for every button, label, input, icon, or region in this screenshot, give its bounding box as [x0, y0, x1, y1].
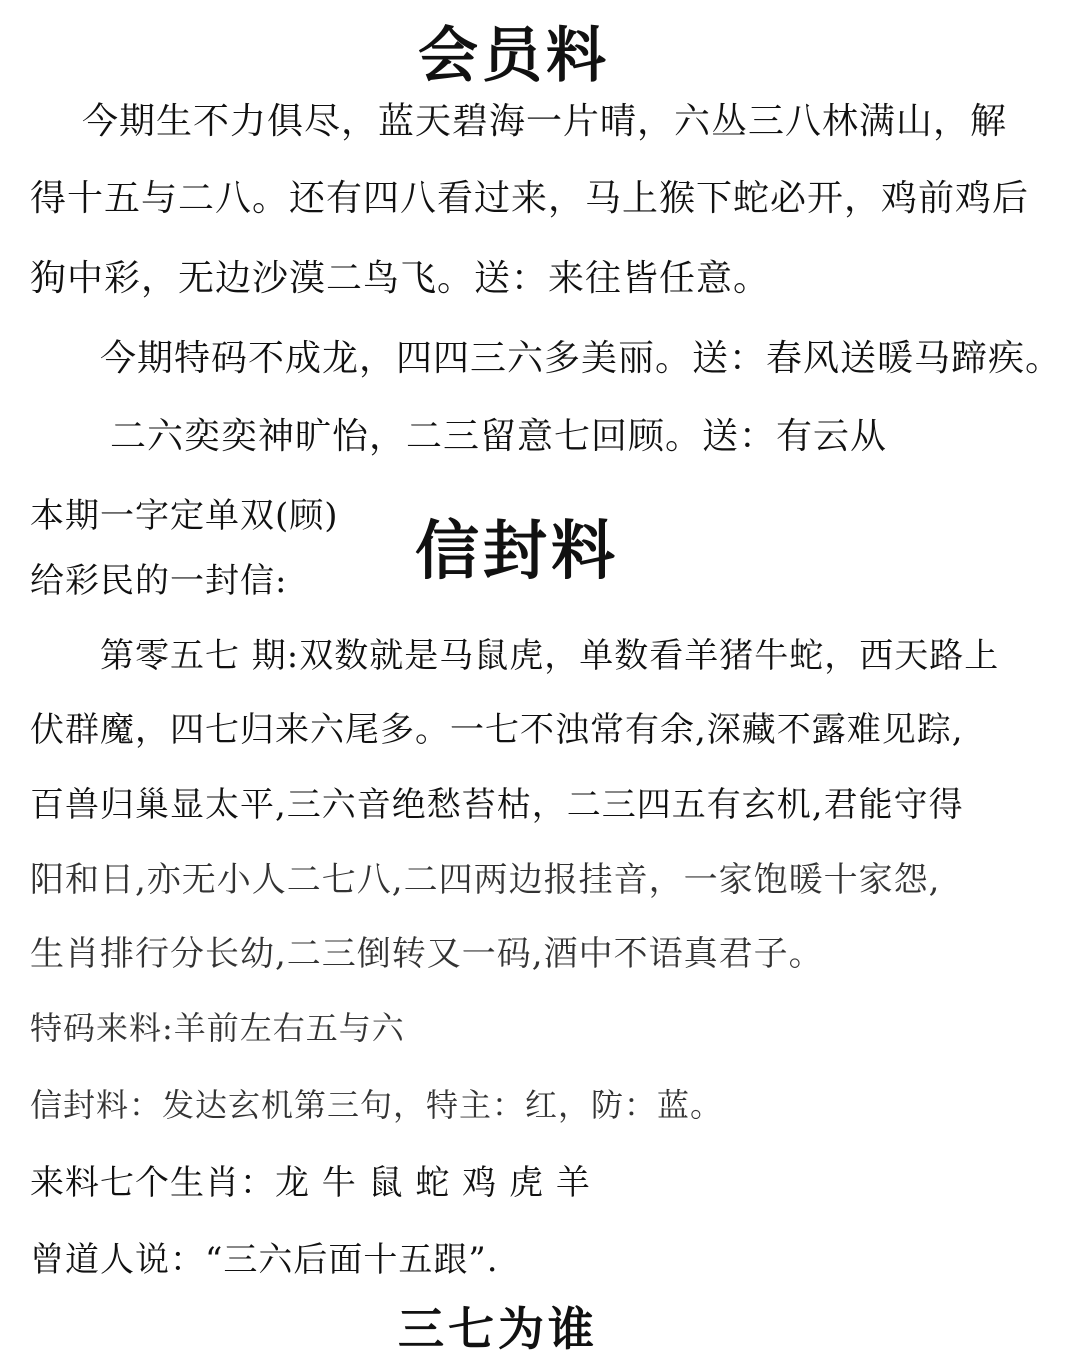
special-source-line: 特码来料:羊前左右五与六 — [30, 1009, 405, 1047]
letter-line-2: 伏群魔，四七归来六尾多。一七不浊常有余,深藏不露难见踪, — [30, 710, 964, 750]
member-line-1: 今期生不力俱尽，蓝天碧海一片晴，六丛三八林满山，解 — [82, 101, 1008, 142]
letter-section-title: 信封料 — [415, 515, 619, 589]
letter-line-1: 第零五七 期:双数就是马鼠虎，单数看羊猪牛蛇，西天路上 — [100, 636, 1000, 676]
letter-line-3: 百兽归巢显太平,三六音绝愁苔枯，二三四五有玄机,君能守得 — [30, 785, 964, 825]
letter-intro: 给彩民的一封信: — [30, 561, 288, 601]
letter-line-5: 生肖排行分长幼,二三倒转又一码,酒中不语真君子。 — [30, 934, 824, 974]
member-line-5: 二六奕奕神旷怡，二三留意七回顾。送：有云从 — [110, 416, 888, 457]
member-line-3: 狗中彩，无边沙漠二鸟飞。送：来往皆任意。 — [30, 258, 771, 299]
page-title: 会员料 — [418, 21, 610, 91]
letter-line-4: 阳和日,亦无小人二七八,二四两边报挂音，一家饱暖十家怨, — [30, 860, 941, 900]
member-line-4: 今期特码不成龙，四四三六多美丽。送：春风送暖马蹄疾。 — [100, 338, 1063, 379]
seven-zodiacs-line: 来料七个生肖：龙 牛 鼠 蛇 鸡 虎 羊 — [30, 1163, 591, 1203]
taoist-saying-line: 曾道人说：“三六后面十五跟”. — [30, 1240, 499, 1280]
letter-material-line: 信封料：发达玄机第三句，特主：红，防：蓝。 — [30, 1086, 724, 1124]
member-line-2: 得十五与二八。还有四八看过来，马上猴下蛇必开，鸡前鸡后 — [30, 178, 1030, 219]
single-double-line: 本期一字定单双(顾) — [30, 496, 339, 536]
bottom-title: 三七为谁 — [398, 1302, 598, 1356]
